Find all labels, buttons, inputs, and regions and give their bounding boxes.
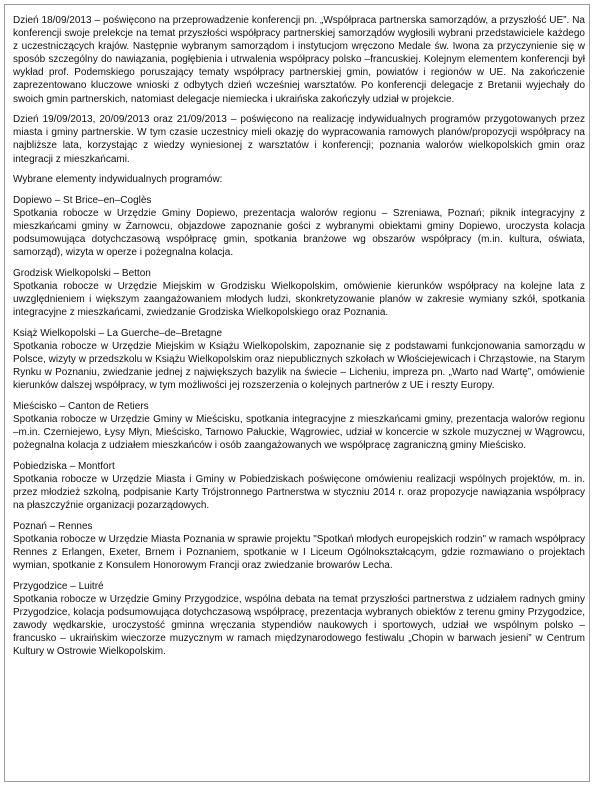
program-text: Spotkania robocze w Urzędzie Miejskim w Książu Wielkopolskim, zapoznanie się z podstawami funkcjonowania samorządu w Polsce, wizyty w przedszkolu w Książu Wielkopolskim oraz niepublicznych szkołach w Włościejewicach i Chrząstowie, na Starym Rynku w Poznaniu, zwiedzanie jednej z największych bazylik na świecie – Licheniu, impreza pn. „Warto nad Wartę”, omówienie kierunków dalszej współpracy, w tym możliwości jej rozszerzenia o kolejnych partnerów z UE i reszty Europy. [13,341,585,392]
program-title: Grodzisk Wielkopolski – Betton [13,267,151,279]
program-title: Książ Wielkopolski – La Guerche–de–Bretagne [13,327,223,339]
program-pobiedziska [13,460,585,512]
program-przygodzice [13,580,585,659]
program-ksiaz [13,327,585,392]
paragraph-19-21-09: Dzień 19/09/2013, 20/09/2013 oraz 21/09/2013 – poświęcono na realizację indywidualnych programów przygotowanych przez miasta i gminy partnerskie. W tym czasie uczestnicy mieli okazję do wypracowania ramowych planów/propozycji współpracy na najbliższe lata, korzystając z wiedzy wyniesionej z warsztatów i konferencji; poznania walorów wielkopolskich gmin oraz integracji z mieszkańcami. [13,114,585,165]
program-title: Mieścisko – Canton de Retiers [13,401,149,412]
program-title: Przygodzice – Luitré [13,580,104,592]
program-text: Spotkania robocze w Urzędzie Miejskim w Grodzisku Wielkopolskim, omówienie kierunków współpracy na kolejne lata z uwzględnieniem i większym zaangażowaniem młodych ludzi, skonkretyzowanie planów w zakresie wymiany szkół, spotkania integracyjne z mieszkańcami, zwiedzanie Grodziska Wielkopolskiego oraz Poznania. [13,281,585,319]
program-text: Spotkania robocze w Urzędzie Gminy Dopiewo, prezentacja walorów regionu – Szreniawa, Poznań; piknik integracyjny z mieszkańcami gminy w Żarnowcu, objazdowe zapoznanie gości z wybranymi obiektami gminy Dopiewo, uroczysta kolacja podsumowująca dotychczasową współpracę gmin, spotkania branżowe wg obszarów współpracy (m.in. kultura, oświata, samorząd), wizyta w operze i pożegnalna kolacja. [13,208,585,259]
program-miescisko [13,400,585,452]
program-text: Spotkania robocze w Urzędzie Miasta i Gminy w Pobiedziskach poświęcone omówieniu realizacji wspólnych projektów, m. in. przez młodzież szkolną, podpisanie Karty Trójstronnego Partnerstwa w styczniu 2014 r. oraz propozycje nawiązania współpracy na płaszczyźnie organizacji pozarządowych. [13,474,585,512]
program-poznan [13,520,585,572]
program-text: Spotkania robocze w Urzędzie Gminy w Mieścisku, spotkania integracyjne z mieszkańcami gminy, prezentacja walorów regionu –m.in. Czerniejewo, Łysy Młyn, Mieścisko, Tarnowo Pałuckie, Wągrowiec, udział w koncercie w szkole muzycznej w Wągrowcu, pożegnalna kolacja z udziałem mieszkańców i osób zaangażowanych we współpracę zagraniczną gminy Mieścisko. [13,414,585,452]
document-body [13,14,585,666]
program-title: Dopiewo – St Brice–en–Coglès [13,194,152,206]
program-text: Spotkania robocze w Urzędzie Miasta Poznania w sprawie projektu "Spotkań młodych europejskich rodzin" w ramach współpracy Rennes z Erlangen, Exeter, Brnem i Poznaniem, spotkanie w I Liceum Ogólnokształcącym, gdzie rozmawiano o projektach wymian, spotkanie z Konsulem Honorowym Francji oraz zwiedzanie browarów Lecha. [13,534,585,572]
program-text: Spotkania robocze w Urzędzie Gminy Przygodzice, wspólna debata na temat przyszłości partnerstwa z udziałem radnych gminy Przygodzice, kolacja podsumowująca dotychczasową współpracę, prezentacja wybranych obiektów z terenu gminy Przygodzice, zawody wędkarskie, uroczystość gminna wręczania stypendiów naukowych i sportowych, udział we wspólnym polsko – francusko – ukraińskim wieczorze muzycznym w ramach międzynarodowego festiwalu „Chopin w barwach jesieni” w Centrum Kultury w Ostrowie Wielkopolskim. [13,594,585,658]
programs-heading: Wybrane elementy indywidualnych programów: [13,174,223,186]
program-title: Pobiedziska – Montfort [13,460,115,472]
paragraph-18-09: Dzień 18/09/2013 – poświęcono na przeprowadzenie konferencji pn. „Współpraca partnerska samorządów, a przyszłość UE”. Na konferencji swoje prelekcje na temat przyszłości współpracy partnerskiej samorządów wygłosili wybrani przedstawiciele każdego z uczestniczących krajów. Następnie wybranym samorządom i instytucjom wręczono Medale św. Iwona za przyczynienie się w sposób szczególny do nawiązania, pogłębienia i utrwalenia współpracy polsko –francuskiej. Kolejnym elementem konferencji był wykład prof. Podemskiego poruszający tematy współpracy partnerskiej gmin, powiatów i regionów w UE. Na zakończenie zaprezentowano kluczowe wnioski z odbytych dzień wcześniej warsztatów. Po konferencji delegacje z Bretanii wyjechały do swoich gmin partnerskich, natomiast delegacje niemiecka i ukraińska zakończyły udział w projekcie. [13,15,585,105]
program-dopiewo [13,194,585,259]
program-title: Poznań – Rennes [13,520,93,532]
document-page [4,4,590,782]
program-grodzisk [13,267,585,319]
